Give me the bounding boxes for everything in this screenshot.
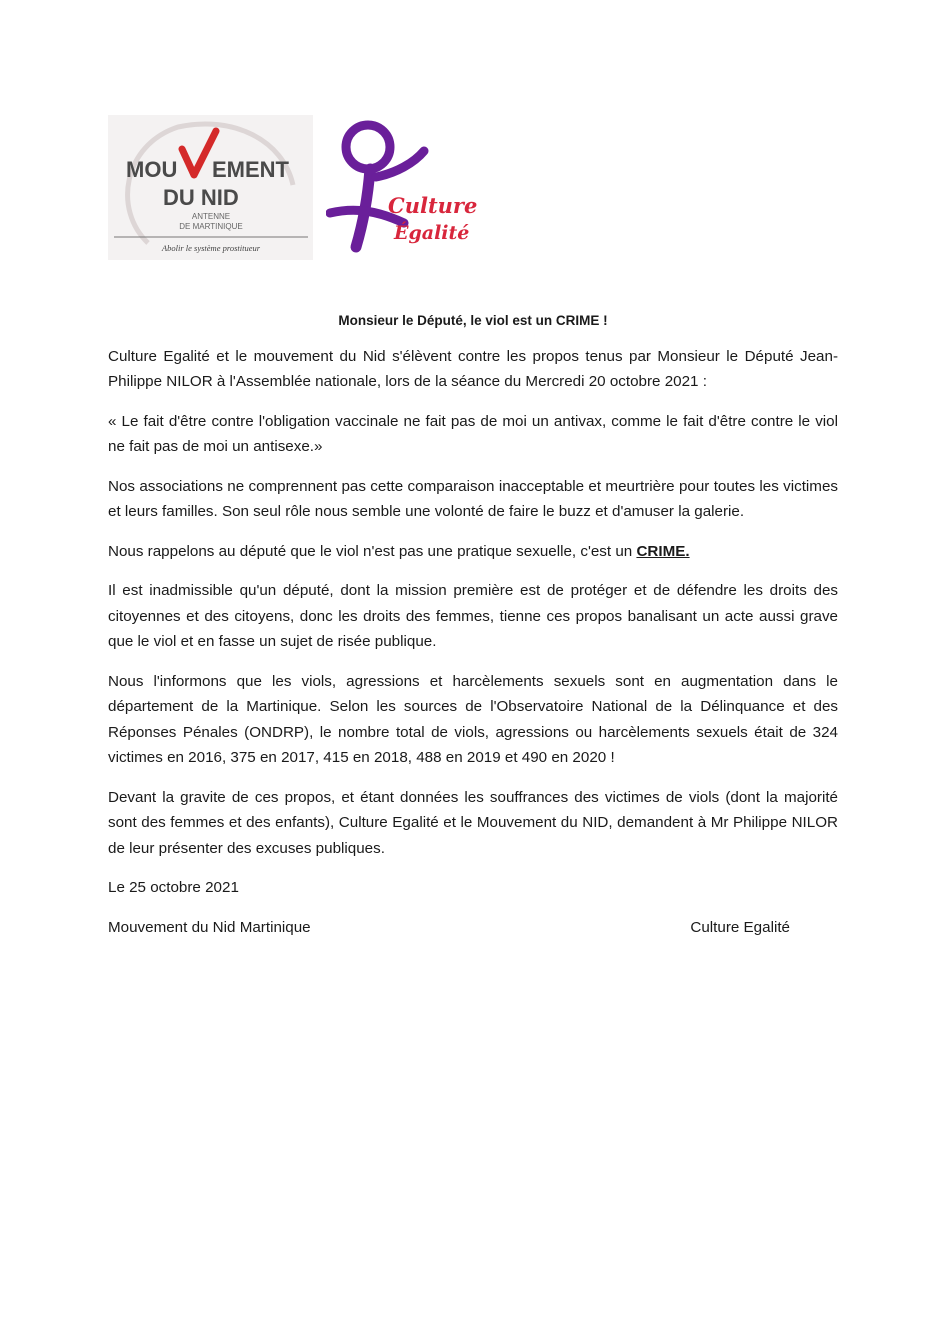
logo-tagline: Abolir le système prostitueur: [161, 243, 261, 253]
logo-text-du-nid: DU NID: [163, 185, 239, 210]
logo-text-egalite: Égalité: [394, 222, 470, 244]
paragraph-statistics: Nous l'informons que les viols, agressions et harcèlements sexuels sont en augmentation dans le département de la Martinique. Selon les sources de l'Observatoire National de la Délinquance et des Réponses Pénales (ONDRP), le nombre total de viols, agressions ou harcèlements sexuels était de 324 victimes en 2016, 375 en 2017, 415 en 2018, 488 en 2019 et 490 en 2020 !: [108, 672, 838, 766]
paragraph-comparison: Nos associations ne comprennent pas cette comparaison inacceptable et meurtrière pour toutes les victimes et leurs familles. Son seul rôle nous semble une volonté de faire le buzz et d'amuser la galerie.: [108, 477, 838, 520]
letter-title: Monsieur le Député, le viol est un CRIME !: [338, 313, 608, 328]
paragraph-inadmissible: Il est inadmissible qu'un député, dont la mission première est de protéger et de défendre les droits des citoyennes et des citoyens, donc les droits des femmes, tienne ces propos banalisant un acte aussi grave que le viol et en fasse un sujet de risée publique.: [108, 582, 838, 650]
crime-emphasis: CRIME.: [636, 542, 690, 560]
venus-symbol-icon: [346, 125, 390, 169]
letter-date: Le 25 octobre 2021: [108, 879, 239, 896]
logo-sub1: ANTENNE: [191, 212, 231, 221]
culture-egalite-logo: [326, 115, 486, 260]
paragraph-crime-text: Nous rappelons au député que le viol n'est pas une pratique sexuelle, c'est un: [108, 542, 637, 560]
logo-text-mou: MOU: [126, 157, 178, 182]
paragraph-demand: Devant la gravite de ces propos, et étant données les souffrances des victimes de viols (dont la majorité sont des femmes et des enfants), Culture Egalité et le Mouvement du NID, demandent à Mr Philippe NILOR de leur présenter des excuses publiques.: [108, 788, 838, 857]
paragraph-quote: « Le fait d'être contre l'obligation vaccinale ne fait pas de moi un antivax, comme le fait d'être contre le viol ne fait pas de moi un antisexe.»: [108, 412, 838, 455]
signatures: [108, 915, 838, 941]
signature-right: Culture Egalité: [690, 918, 790, 936]
paragraph-crime: [108, 539, 838, 565]
signature-left: Mouvement du Nid Martinique: [108, 918, 311, 936]
mouvement-du-nid-logo: [108, 115, 313, 260]
logo-sub2: DE MARTINIQUE: [179, 222, 243, 231]
letter-body: [108, 308, 838, 940]
logo-text-culture: Culture: [388, 193, 478, 218]
logo-text-ement: EMENT: [212, 157, 289, 182]
paragraph-intro: Culture Egalité et le mouvement du Nid s'élèvent contre les propos tenus par Monsieur le Député Jean-Philippe NILOR à l'Assemblée nationale, lors de la séance du Mercredi 20 octobre 2021 :: [108, 347, 838, 390]
logo-area: [108, 115, 488, 265]
